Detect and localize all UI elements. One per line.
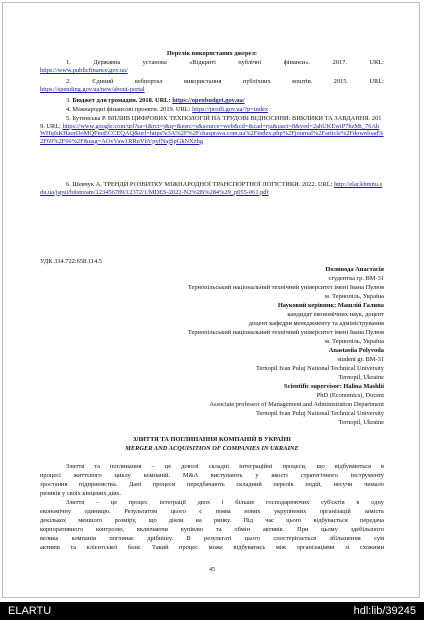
supervisor-degree-en: PhD (Economics), Docent bbox=[316, 392, 384, 399]
supervisor-degree-ua: кандидат економічних наук, доцент bbox=[287, 311, 384, 318]
author-group-ua: студентка гр. ВМ-31 bbox=[328, 275, 384, 282]
reference-2-url[interactable]: https://spending.gov.ua/new/about-portal bbox=[40, 86, 145, 93]
supervisor-position-ua: доцент кафедри менеджменту та адміністрування bbox=[248, 320, 384, 327]
supervisor-position-en: Associate professor of Management and Administration Department bbox=[209, 401, 384, 408]
reference-1 bbox=[40, 59, 384, 67]
reference-num: 1. bbox=[66, 59, 71, 66]
footer-repository-label: ELARTU bbox=[8, 605, 52, 617]
body-line: процесі життєвого циклу компаній. M&A виступають у якості стратегічного інструменту bbox=[40, 472, 384, 479]
reference-text: Державна установа «Відкриті публічні фінанси». 2017. URL: bbox=[93, 59, 384, 66]
supervisor-ua: Науковий керівник: Машлій Галина bbox=[277, 302, 384, 309]
author-group-en: student gr. BM-31 bbox=[337, 356, 384, 363]
title-en: MERGER AND ACQUISITION OF COMPANIES IN UKRAINE bbox=[125, 445, 299, 452]
title-ua: ЗЛИТТЯ ТА ПОГЛИНАННЯ КОМПАНІЙ В УКРАЇНІ bbox=[133, 436, 291, 443]
body-line: корпоративного контролю, включаючи купівлю та обмін активів. При цьому здебільшого bbox=[40, 526, 384, 533]
reference-3: 3. Бюджет для громадян. 2018. URL: https://openbudget.gov.ua/ bbox=[66, 97, 245, 104]
supervisor-en: Scientific supervisor: Halina Mashlii bbox=[284, 383, 384, 390]
body-line: активів та клієнтської бази. Такий процес може відбуватись між організаціями зі схожими bbox=[40, 544, 384, 551]
reference-6: 6. Шевчук А. ТРЕНДИ РОЗВИТКУ МІЖНАРОДНОЇ ТРАНСПОРТНОЇ ЛОГІСТИКИ. 2022. URL: http://elar.khmnu.edu.ua/jspui/bitstream/123456789/12372/1/MDES-2022-N2%2B%284%29_p055-061.pdf bbox=[40, 181, 383, 196]
body-line: Злиття та поглинання – це доволі складні інтеграційні процеси, що відбуваються в bbox=[66, 463, 384, 470]
supervisor-university-ua: Тернопільський національний технічний університет імені Івана Пулюя bbox=[187, 329, 384, 336]
supervisor-city-ua: м. Тернопіль, Україна bbox=[324, 338, 384, 345]
reference-1-url[interactable]: https://www.publicfinance.gov.ua/ bbox=[40, 67, 128, 74]
reference-2: 2. Єдиний вебпортал використання публічних коштів. 2015. URL: bbox=[66, 78, 384, 85]
author-city-ua: м. Тернопіль, Україна bbox=[324, 293, 384, 300]
body-line: ризиків у своїх кінцевих діях. bbox=[40, 490, 121, 497]
supervisor-city-en: Ternopil, Ukraine bbox=[338, 419, 384, 426]
author-city-en: Ternopil, Ukraine bbox=[338, 374, 384, 381]
footer-bar bbox=[0, 602, 424, 620]
author-university-en: Ternopil Ivan Puluj National Technical University bbox=[255, 365, 384, 372]
reference-4-url[interactable]: https://proifi.gov.ua/?p=index bbox=[192, 106, 269, 113]
body-line: зростання підприємства. Дані процеси передбачають складний перелік подій, несучи чимало bbox=[40, 481, 384, 488]
reference-4: 4. Міжнародні фінансові проекти. 2019. URL: https://proifi.gov.ua/?p=index bbox=[66, 106, 269, 113]
author-ua: Поливода Анастасія bbox=[325, 266, 384, 273]
body-line: велика компанія поглинає дрібнішу. В результаті цього спостерігається збільшення сум bbox=[40, 535, 384, 542]
reference-5: 5. Бутинська Р. ВПЛИВ ЦИФРОВИХ ТЕХНОЛОГІЙ НА ТРУДОВІ ВІДНОСИНИ: ВИКЛИКИ ТА ЗАВДАННЯ. 2019. URL: https://www.google.com/url?sa=t&rct=j&q=&esrc=s&source=web&cd=&cad=rja&uact=8&ved=2ahUKEwiP7hzMt_76AhWHqIsKHaorDoMQFnoECCEQAQ&url=https%3A%2F%2Fchasprava.com.ua%2Findex.php%2Fjournal%2Farticle%2Fdownload%2F69%2F66%2F&usg=AOvVaw1RRnVbVpvfNajSpGkNXzhg bbox=[40, 115, 384, 145]
author-en: Anastasiia Polyvoda bbox=[328, 347, 384, 354]
reference-3-url[interactable]: https://openbudget.gov.ua/ bbox=[172, 97, 245, 104]
author-university-ua: Тернопільський національний технічний університет імені Івана Пулюя bbox=[187, 284, 384, 291]
body-line: Злиття – це процес інтеграції двох і більше господарюючих суб'єктів в одну bbox=[66, 499, 384, 506]
reference-5-url[interactable]: https://www.google.com/url?sa=t&rct=j&q=&esrc=s&source=web&cd=&cad=rja&uact=8&ved=2ahUKEwiP7hzMt_76AhWHqIsKHaorDoMQFnoECCEQAQ&url=https%3A%2F%2Fchasprava.com.ua%2Findex.php%2Fjournal%2Farticle%2Fdownload%2F69%2F66%2F&usg=AOvVaw1RRnVbVpvfNajSpGkNXzhg bbox=[40, 122, 384, 145]
body-line: декількох меншого розміру, що діяли на ринку. Під час цього відбувається передача bbox=[40, 517, 384, 524]
body-line: економічну одиницю. Результатом цього є поява нових укрупнених організацій замість bbox=[40, 508, 384, 515]
udc-code: УДК 334.722:658.114.5 bbox=[40, 258, 102, 265]
page-number: 45 bbox=[209, 567, 215, 573]
footer-handle: hdl:lib/39245 bbox=[353, 605, 416, 617]
reference-6-url[interactable]: http://elar.khmnu.edu.ua/jspui/bitstream/123456789/12372/1/MDES-2022-N2%2B%284%29_p055-061.pdf bbox=[40, 181, 383, 196]
references-heading: Перелік використаних джерел: bbox=[166, 50, 258, 57]
supervisor-university-en: Ternopil Ivan Puluj National Technical University bbox=[255, 410, 384, 417]
